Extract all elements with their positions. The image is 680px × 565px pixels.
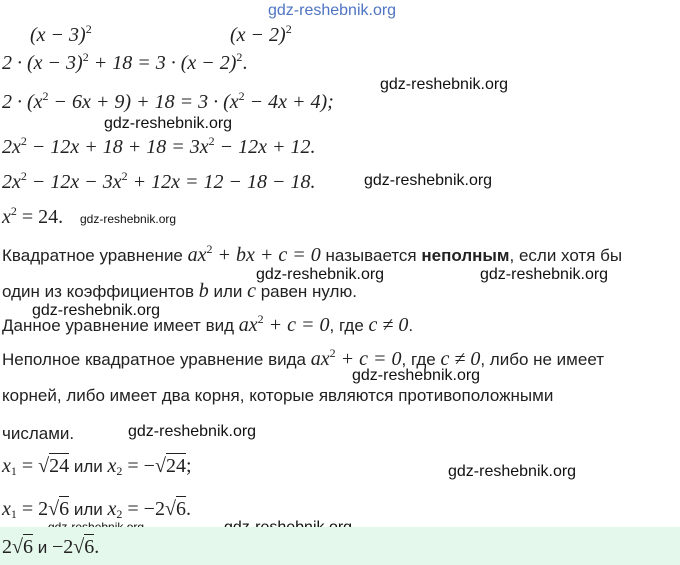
equation-4: $2x^2 - 12x - 3x^2 + 12x = 12 - 18 - 18$. [2,169,316,193]
equation-2: $2 \cdot (x^2 - 6x + 9) + 18 = 3 \cdot (x^2 - 4x + 4)$; [2,89,334,113]
watermark: gdz-reshebnik.org [128,423,257,440]
rule-line-2: корней, либо имеет два корня, которые являются противоположными [2,386,554,405]
equation-1: $2 \cdot (x - 3)^2 + 18 = 3 \cdot (x - 2)^2$. [2,50,248,74]
rule-line-1: Неполное квадратное уравнение вида $ax^2 + c = 0$, где c ≠ 0, либо не имеет [2,346,605,370]
watermark: gdz-reshebnik.org [32,302,161,319]
watermark: gdz-reshebnik.org [104,115,233,132]
watermark-top: gdz-reshebnik.org [268,2,397,19]
answer-line: 2√6 и −2√6. [2,536,100,558]
watermark: gdz-reshebnik.org [380,76,509,93]
rule-line-3: числами. [2,424,75,443]
answer-band [0,527,680,565]
definition-line-1: Квадратное уравнение $ax^2$ + bx + c = 0 называется неполным, если хотя бы [2,242,623,266]
watermark: gdz-reshebnik.org [480,266,609,283]
roots-line-2: $x_1 = 2√6$ или $x_2 = -2√6$. [2,498,191,521]
watermark: gdz-reshebnik.org [352,367,481,384]
equation-form-line: Данное уравнение имеет вид $ax^2 + c = 0$, где c ≠ 0. [2,312,414,336]
partial-right: $(x - 2)^2$ [230,22,292,46]
definition-line-2: один из коэффициентов b или c равен нулю. [2,280,357,302]
roots-line-1: $x_1 = √24$ или $x_2 = -√24$; [2,455,192,478]
equation-3: $2x^2 - 12x + 18 + 18 = 3x^2 - 12x + 12$. [2,134,316,158]
partial-left: $(x - 3)^2$ [30,22,92,46]
equation-5: $x^2 = 24$. [2,204,64,228]
watermark: gdz-reshebnik.org [364,172,493,189]
partial-fraction-line [0,18,680,48]
watermark: gdz-reshebnik.org [80,212,177,226]
watermark: gdz-reshebnik.org [448,463,577,480]
watermark: gdz-reshebnik.org [256,266,385,283]
